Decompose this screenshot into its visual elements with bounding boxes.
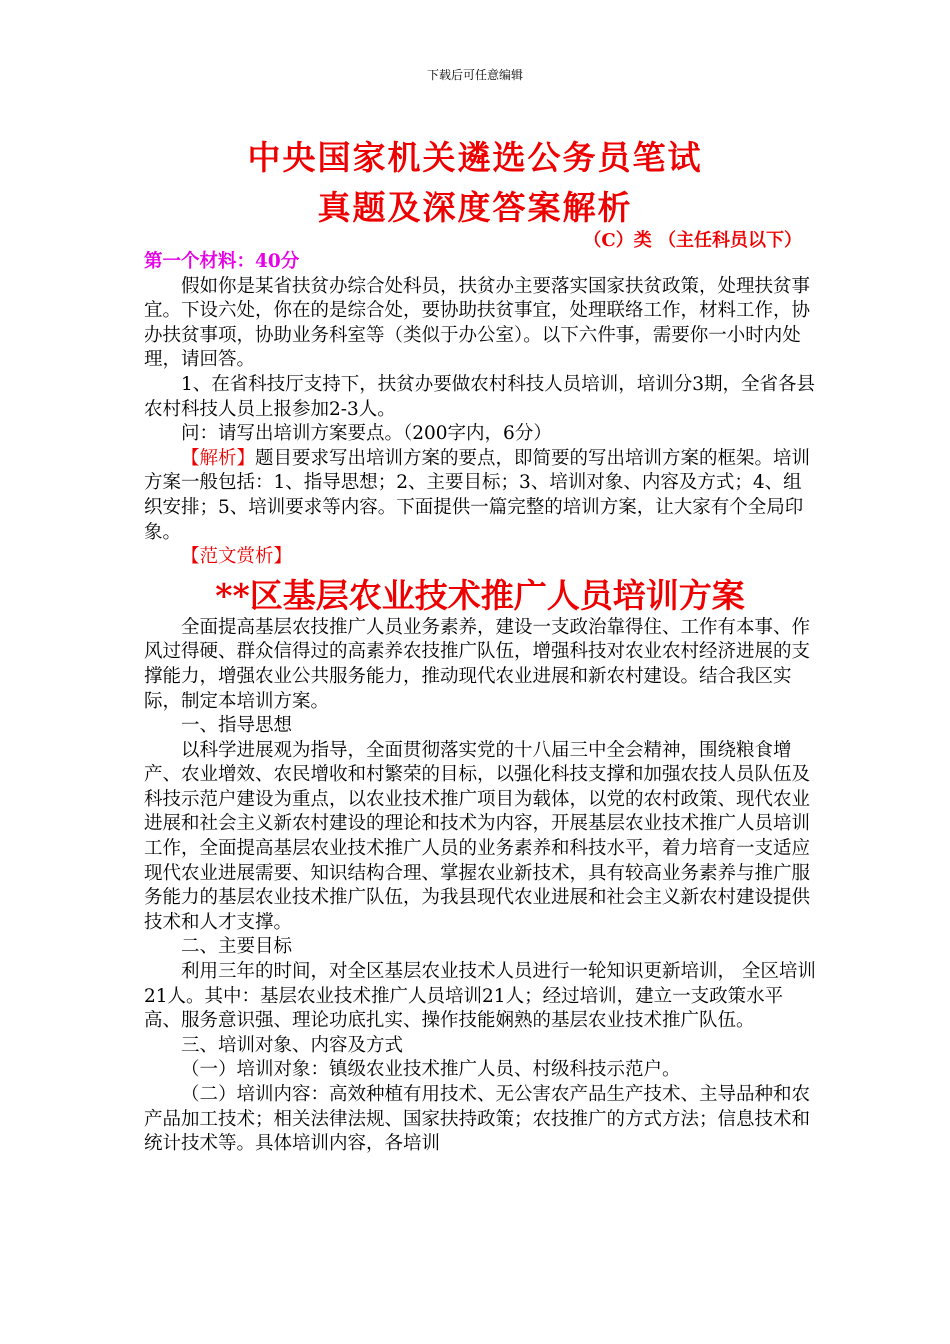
question-paragraph: 问：请写出培训方案要点。（200字内，6分）	[181, 423, 552, 445]
plan-intro-paragraph: 全面提高基层农技推广人员业务素养，建设一支政治靠得住、工作有本事、作风过得硬、群众信得过的高素养农技推广队伍，增强科技对农业农村经济进展的支撑能力，增强农业公共服务能力，推动现代农业进展和新农村建设。结合我区实际，制定本培训方案。	[144, 616, 811, 712]
material-heading: 第一个材料：40分	[144, 251, 300, 272]
document-title-line2: 真题及深度答案解析	[317, 188, 633, 227]
analysis-text: 题目要求写出培训方案的要点，即简要的写出培训方案的框架。培训方案一般包括：1、指导思想；2、主要目标；3、培训对象、内容及方式；4、组织安排；5、培训要求等内容。下面提供一篇完整的培训方案，让大家有个全局印象。	[144, 447, 811, 543]
plan-title: **区基层农业技术推广人员培训方案	[215, 575, 745, 615]
section-1-heading: 一、指导思想	[181, 715, 293, 737]
header-note: 下载后可任意编辑	[426, 68, 523, 82]
section-3-item-1: （一）培训对象：镇级农业技术推广人员、村级科技示范户。	[181, 1059, 681, 1081]
category-label: （C）类 （主任科员以下）	[583, 230, 802, 251]
section-2-heading: 二、主要目标	[181, 936, 293, 958]
task-1-paragraph: 1、在省科技厅支持下，扶贫办要做农村科技人员培训，培训分3期，全省各县农村科技人员上报参加2-3人。	[144, 373, 816, 420]
section-1-paragraph: 以科学进展观为指导，全面贯彻落实党的十八届三中全会精神，围绕粮食增产、农业增效、农民增收和村繁荣的目标，以强化科技支撑和加强农技人员队伍及科技示范户建设为重点，以农业技术推广项目为载体，以党的农村政策、现代农业进展和社会主义新农村建设的理论和技术为内容，开展基层农业技术推广人员培训工作，全面提高基层农业技术推广人员的业务素养和科技水平，着力培育一支适应现代农业进展需要、知识结构合理、掌握农业新技术，具有较高业务素养与推广服务能力的基层农业技术推广队伍，为我县现代农业进展和社会主义新农村建设提供技术和人才支撑。	[144, 739, 811, 933]
document-body	[144, 250, 816, 1157]
section-2-paragraph: 利用三年的时间，对全区基层农业技术人员进行一轮知识更新培训， 全区培训21人。其中：基层农业技术推广人员培训21人；经过培训，建立一支政策水平高、服务意识强、理论功底扎实、操作技能娴熟的基层农业技术推广队伍。	[144, 961, 816, 1032]
section-3-item-2: （二）培训内容：高效种植有用技术、无公害农产品生产技术、主导品种和农产品加工技术；相关法律法规、国家扶持政策；农技推广的方式方法；信息技术和统计技术等。具体培训内容，各培训	[144, 1084, 811, 1155]
analysis-label: 【解析】	[181, 447, 256, 469]
intro-paragraph: 假如你是某省扶贫办综合处科员，扶贫办主要落实国家扶贫政策，处理扶贫事宜。下设六处，你在的是综合处，要协助扶贫事宜，处理联络工作，材料工作，协办扶贫事项，协助业务科室等（类似于办公室）。以下六件事，需要你一小时内处理，请回答。	[144, 275, 811, 371]
analysis-paragraph	[144, 447, 816, 545]
sample-label: 【范文赏析】	[181, 546, 293, 568]
section-3-heading: 三、培训对象、内容及方式	[181, 1034, 404, 1056]
document-title-line1: 中央国家机关遴选公务员笔试	[247, 138, 703, 177]
